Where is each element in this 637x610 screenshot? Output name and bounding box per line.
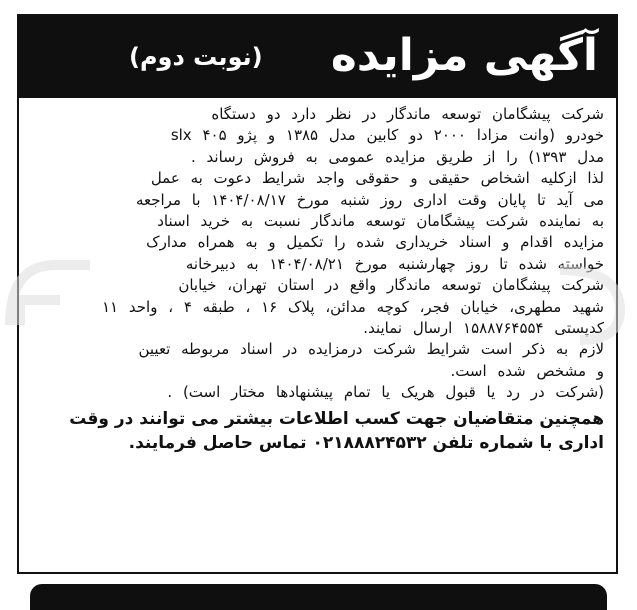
body-line: شهید مطهری، خیابان فجر، کوچه مدائن، پلاک ۱۶ ، طبقه ۴ ، واحد ۱۱ xyxy=(101,297,604,316)
body-line: خواسته شده تا روز چهارشنبه مورخ ۱۴۰۴/۰۸/۲۱ به دبیرخانه xyxy=(185,254,604,273)
body-line: کدپستی ۱۵۸۸۷۶۴۵۵۴ ارسال نمایند. xyxy=(363,319,604,338)
body-line: مدل ۱۳۹۳) را از طریق مزایده عمومی به فروش رساند . xyxy=(190,147,604,166)
auction-notice xyxy=(17,14,618,574)
notice-title: آگهی مزایده xyxy=(330,30,598,81)
notice-body xyxy=(31,104,604,455)
notice-subtitle: (نوبت دوم) xyxy=(129,43,263,71)
contact-line: همچنین متقاضیان جهت کسب اطلاعات بیشتر می توانند در وقت xyxy=(69,408,604,429)
body-line: شرکت پیشگامان توسعه ماندگار در نظر دارد دو دستگاه xyxy=(211,105,604,123)
body-line: لازم به ذکر است شرایط شرکت درمزایده در اسناد مربوطه تعیین xyxy=(138,340,604,359)
body-line: می آید تا پایان وقت اداری روز شنبه مورخ ۱۴۰۴/۰۸/۱۷ با مراجعه xyxy=(135,190,604,209)
contact-line: اداری با شماره تلفن ۰۲۱۸۸۸۲۴۵۳۲ تماس حاصل فرمایند. xyxy=(128,432,604,453)
body-line: خودرو (وانت مزادا ۲۰۰۰ دو کابین مدل ۱۳۸۵ و پژو ۴۰۵ slx xyxy=(170,126,604,145)
notice-header xyxy=(19,16,616,98)
body-line: به نماینده شرکت پیشگامان توسعه ماندگار نسبت به خرید اسناد xyxy=(157,212,604,231)
body-line: مزایده اقدام و اسناد خریداری شده را تکمیل و به همراه مدارک xyxy=(146,233,604,252)
next-notice-header xyxy=(30,584,607,610)
body-line: و مشخص شده است. xyxy=(450,361,604,380)
body-line: (شرکت در رد یا قبول هریک یا تمام پیشنهادها مختار است) . xyxy=(167,383,604,402)
body-line: شرکت پیشگامان توسعه ماندگار واقع در استان تهران، خیابان xyxy=(178,276,604,295)
body-line: لذا ازکلیه اشخاص حقیقی و حقوقی واجد شرایط دعوت به عمل xyxy=(150,169,604,188)
